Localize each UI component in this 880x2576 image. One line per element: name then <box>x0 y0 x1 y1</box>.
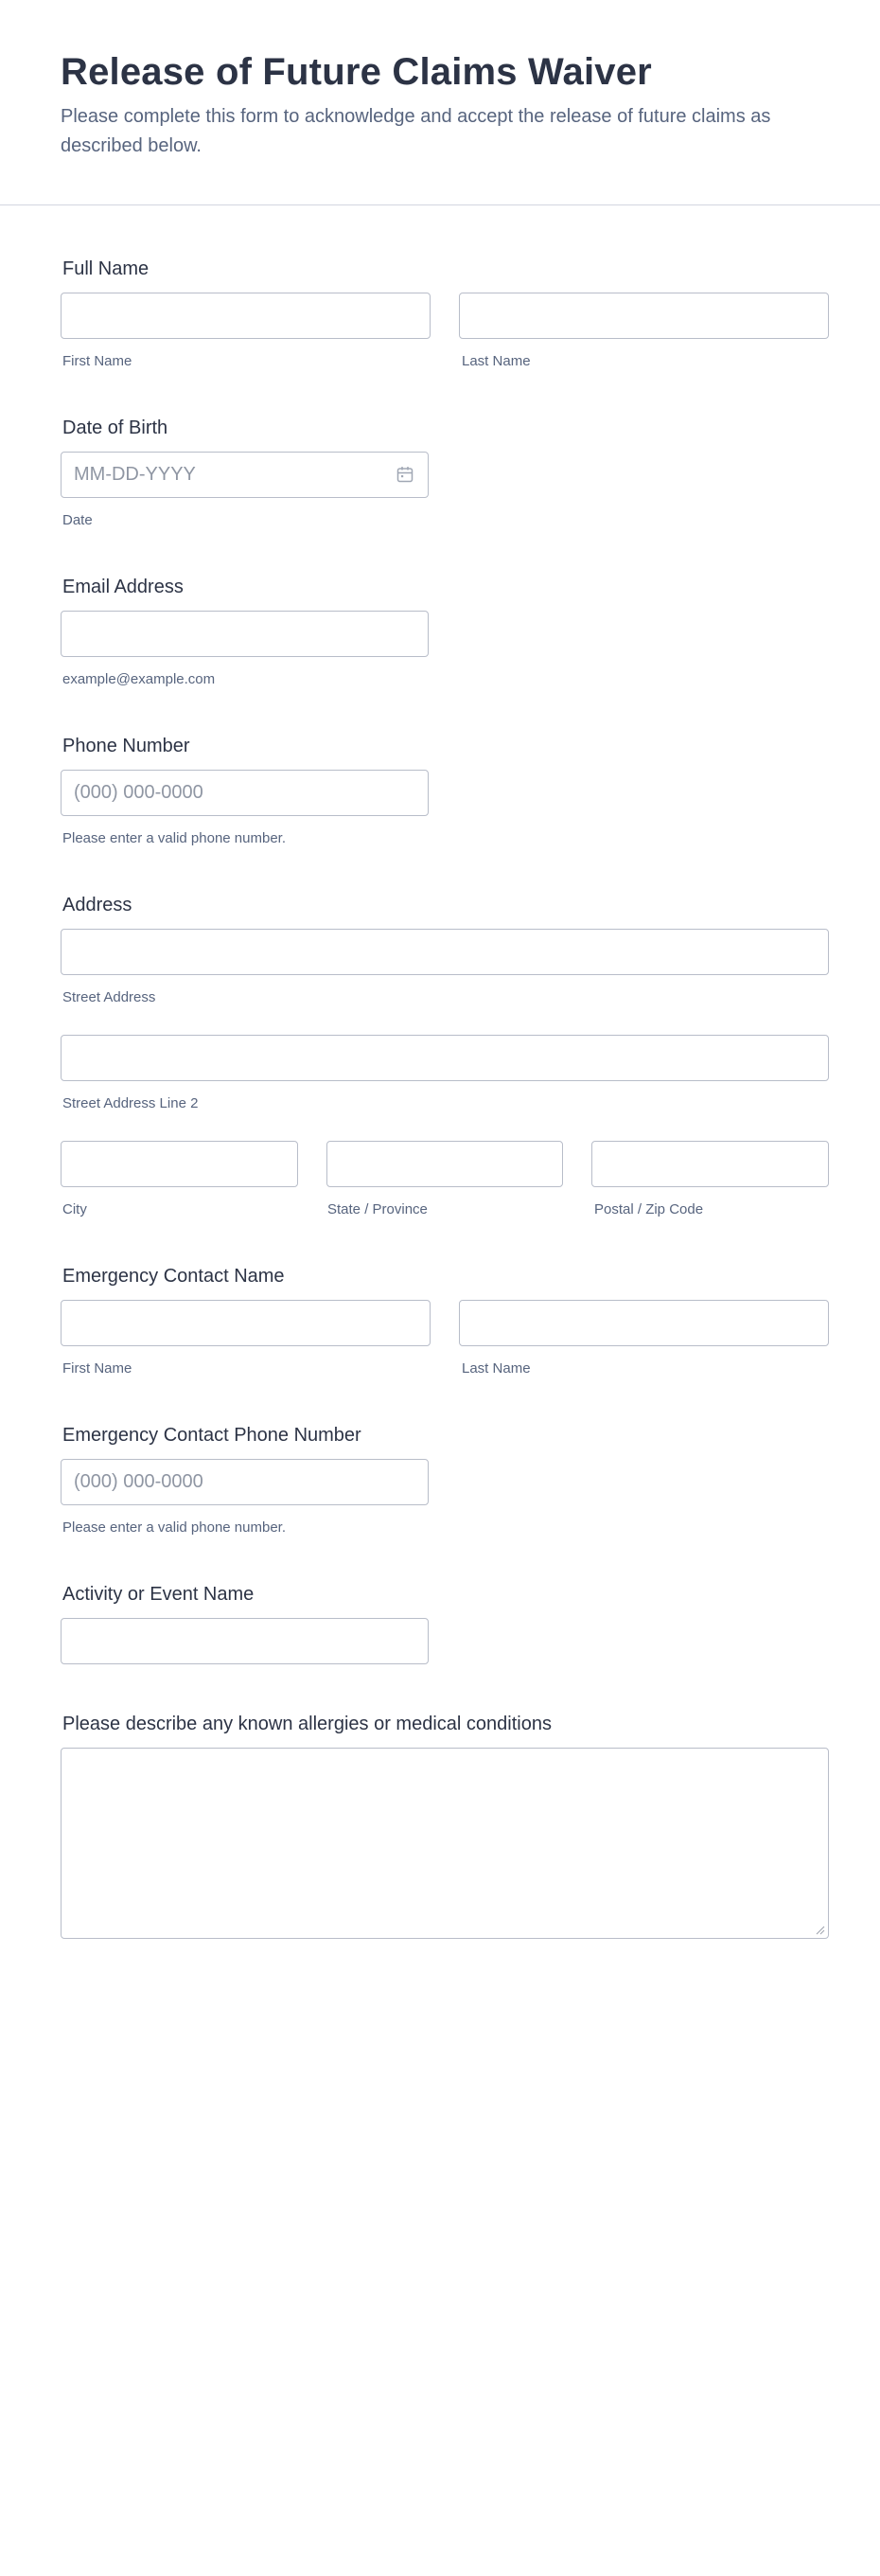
first-name-input[interactable] <box>61 293 431 339</box>
dob-label: Date of Birth <box>62 417 168 438</box>
page-title: Release of Future Claims Waiver <box>61 51 652 93</box>
phone-sublabel: Please enter a valid phone number. <box>62 830 286 846</box>
form-header <box>0 0 880 205</box>
zip-input[interactable] <box>591 1141 829 1187</box>
medical-textarea[interactable] <box>61 1748 829 1939</box>
address-label: Address <box>62 895 132 915</box>
street-address-input[interactable] <box>61 929 829 975</box>
phone-input[interactable] <box>61 770 429 816</box>
first-name-sublabel: First Name <box>62 353 132 369</box>
emergency-first-name-input[interactable] <box>61 1300 431 1346</box>
emergency-phone-label: Emergency Contact Phone Number <box>62 1425 361 1446</box>
email-sublabel: example@example.com <box>62 671 216 687</box>
email-input[interactable] <box>61 611 429 657</box>
activity-input[interactable] <box>61 1618 429 1664</box>
last-name-sublabel: Last Name <box>462 353 531 369</box>
emergency-first-name-sublabel: First Name <box>62 1360 132 1377</box>
emergency-phone-input[interactable] <box>61 1459 429 1505</box>
email-label: Email Address <box>62 577 184 597</box>
dob-input[interactable] <box>61 452 429 498</box>
medical-label: Please describe any known allergies or medical conditions <box>62 1714 552 1734</box>
state-input[interactable] <box>326 1141 563 1187</box>
street-address-sublabel: Street Address <box>62 989 156 1005</box>
zip-sublabel: Postal / Zip Code <box>594 1201 704 1217</box>
city-sublabel: City <box>62 1201 87 1217</box>
emergency-last-name-sublabel: Last Name <box>462 1360 531 1377</box>
resize-handle-icon[interactable] <box>814 1924 825 1935</box>
street-address-line2-input[interactable] <box>61 1035 829 1081</box>
emergency-last-name-input[interactable] <box>459 1300 829 1346</box>
full-name-label: Full Name <box>62 258 150 279</box>
state-sublabel: State / Province <box>327 1201 428 1217</box>
calendar-icon[interactable] <box>396 465 414 484</box>
phone-label: Phone Number <box>62 736 190 756</box>
street-address-line2-sublabel: Street Address Line 2 <box>62 1095 199 1111</box>
emergency-name-label: Emergency Contact Name <box>62 1266 285 1287</box>
city-input[interactable] <box>61 1141 298 1187</box>
dob-sublabel: Date <box>62 512 93 528</box>
page-subtitle: Please complete this form to acknowledge and accept the release of future claims as described below. <box>61 106 771 156</box>
last-name-input[interactable] <box>459 293 829 339</box>
emergency-phone-sublabel: Please enter a valid phone number. <box>62 1519 286 1536</box>
activity-label: Activity or Event Name <box>62 1584 255 1605</box>
